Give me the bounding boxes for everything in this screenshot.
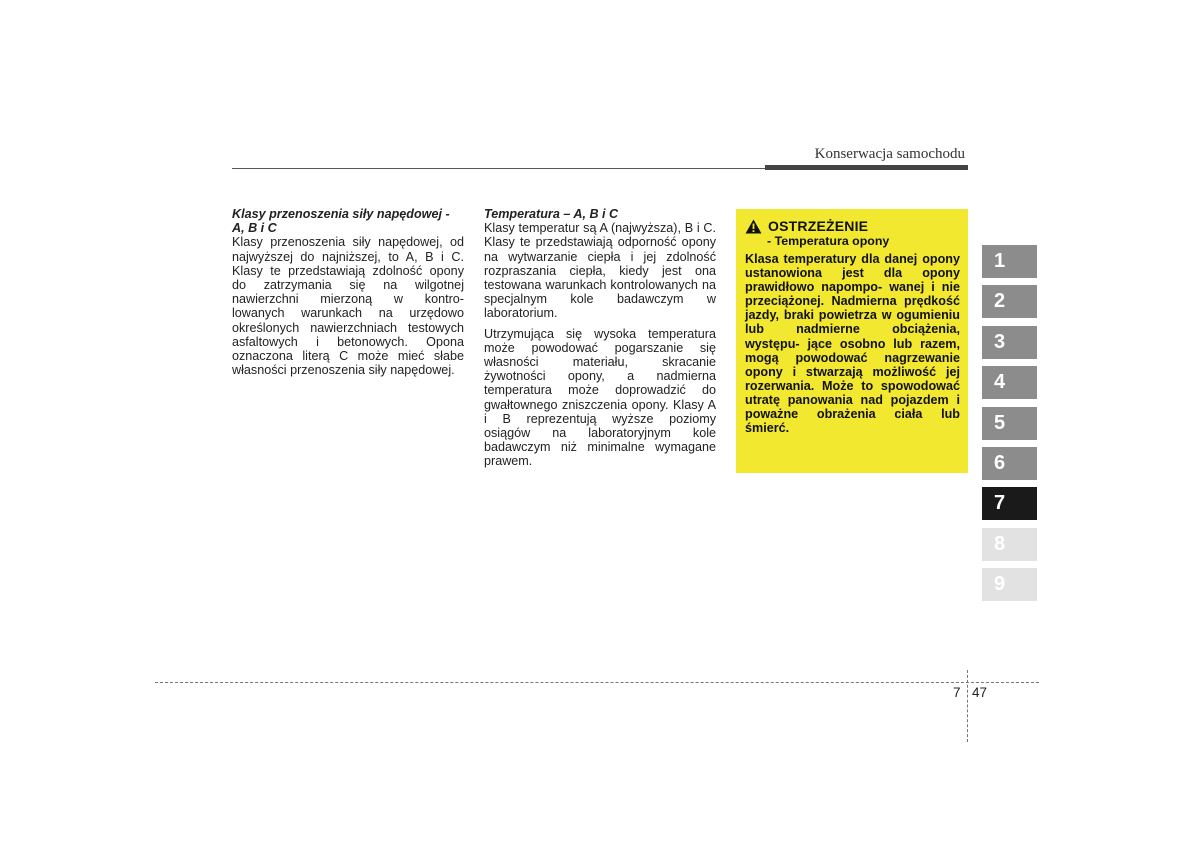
chapter-tab-3[interactable]: 3: [982, 326, 1037, 359]
chapter-tab-6[interactable]: 6: [982, 447, 1037, 480]
paragraph-traction: Klasy przenoszenia siły napędowej, od najwyższej do najniższej, to A, B i C. Klasy te przedstawiają zdolność opony do zatrzymania się na wilgotnej nawierzchni mierzoną w kontro- lowanych warunkach na urzędowo określonych nawierzchniach testowych asfaltowych i betonowych. Opona oznaczona literą C może mieć słabe własności przenoszenia siły napędowej.: [232, 235, 464, 378]
running-header: Konserwacja samochodu: [814, 146, 965, 162]
footer-chapter-number: 7: [953, 685, 961, 700]
warning-title: OSTRZEŻENIE: [768, 218, 869, 234]
section-heading-temperature: Temperatura – A, B i C: [484, 207, 619, 221]
footer-dashed-rule: [155, 682, 1039, 683]
chapter-tab-2[interactable]: 2: [982, 285, 1037, 318]
paragraph-temperature-2: Utrzymująca się wysoka temperatura może powodować pogarszanie się własności materiału, skracanie żywotności opony, a nadmierna temperatura może doprowadzić do gwałtownego zniszczenia opony. Klasy A i B reprezentują wyższe poziomy osiągów na laboratoryjnym kole badawczym niż minimalne wymagane prawem.: [484, 326, 716, 469]
header-rule-thick: [765, 165, 968, 170]
footer-dashed-divider: [967, 670, 968, 742]
header-rule: [232, 168, 765, 169]
chapter-tab-4[interactable]: 4: [982, 366, 1037, 399]
warning-subtitle: - Temperatura opony: [767, 234, 890, 248]
warning-header: [745, 218, 960, 234]
paragraph-temperature-1: Klasy temperatur są A (najwyższa), B i C. Klasy te przedstawiają odporność opony na wytwarzanie ciepła i jej zdolność rozpraszania ciepła, kiedy jest ona testowana warunkach kontrolowanych na specjalnym kole badawczym w laboratorium.: [484, 221, 716, 321]
column-traction: [232, 207, 464, 383]
warning-box: [736, 209, 968, 473]
warning-triangle-icon: [745, 219, 762, 234]
warning-body: Klasa temperatury dla danej opony ustanowiona jest dla opony prawidłowo napompo- wanej i nie przeciążonej. Nadmierna prędkość jazdy, braki powietrza w ogumieniu lub nadmierne obciążenia, występu- jące osobno lub razem, mogą powodować nagrzewanie opony i stwarzają możliwość jej rozerwania. Może to spowodować utratę panowania nad pojazdem i poważne obrażenia ciała lub śmierć.: [745, 252, 960, 436]
chapter-tab-5[interactable]: 5: [982, 407, 1037, 440]
column-temperature: [484, 207, 716, 475]
chapter-tab-8[interactable]: 8: [982, 528, 1037, 561]
chapter-tab-1[interactable]: 1: [982, 245, 1037, 278]
section-heading-traction: Klasy przenoszenia siły napędowej - A, B i C: [232, 207, 450, 236]
chapter-tab-7[interactable]: 7: [982, 487, 1037, 520]
footer-page-number: 47: [972, 685, 988, 700]
chapter-tab-9[interactable]: 9: [982, 568, 1037, 601]
